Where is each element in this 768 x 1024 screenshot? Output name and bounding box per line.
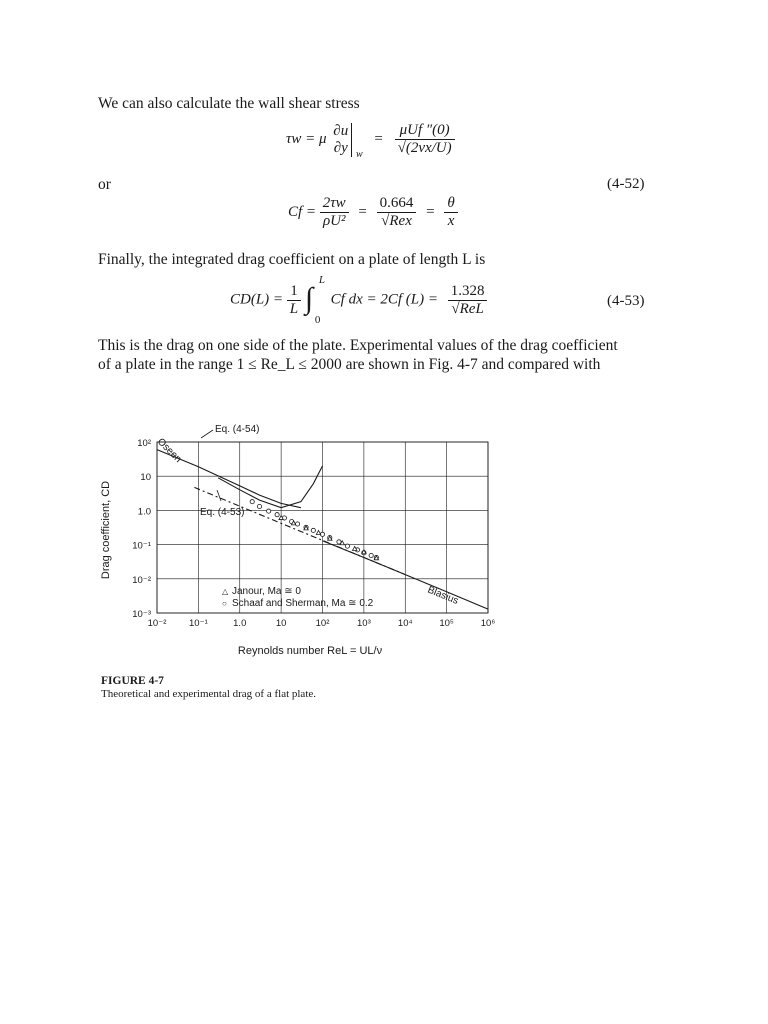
tau-partial-fraction: ∂u ∂y [330, 123, 352, 157]
equation-tau-w: τw = μ ∂u ∂y $_w$ = $\frac{\text{μUf ″(0)}}{√(2\nu x/U)}$ [286, 122, 455, 160]
cf-fraction-1: $\frac{2\tau w}{\text{ρU²}}$ [320, 195, 349, 230]
tau-lhs: τw = μ [286, 131, 327, 147]
annotation-blasius: Blasius [425, 584, 460, 607]
data-point-circle [250, 500, 254, 504]
x-tick-label: 10⁻² [147, 618, 167, 629]
x-tick-label: 10² [315, 618, 330, 629]
y-tick-label: 1.0 [137, 506, 151, 518]
legend-triangle-marker: △ [222, 587, 229, 596]
cd-fraction-1: $\frac{1}{L}$ [287, 283, 301, 318]
legend-schaaf: Schaaf and Sherman, Ma ≅ 0.2 [232, 598, 374, 609]
cf-fraction-3: $\frac{\theta}{x}$ [444, 195, 457, 230]
equation-cd: CD(L) = $\frac{1}{L}$ ∫ L 0 Cf dx = 2Cf (L) = $\frac{1.328}{\text{√ReL}}$ [230, 280, 487, 320]
data-point-circle [369, 553, 373, 557]
x-tick-label: 10⁴ [397, 618, 413, 629]
drag-text-line-1: This is the drag on one side of the plate. Experimental values of the drag coefficient [98, 337, 618, 354]
x-tick-label: 10⁵ [439, 618, 454, 629]
data-point-circle [311, 528, 315, 532]
legend-circle-marker: ○ [222, 599, 227, 608]
x-axis-label: Reynolds number ReL = UL/ν [237, 645, 383, 657]
cf-fraction-2: $\frac{0.664}{\text{√Rex}}$ [377, 195, 417, 230]
data-point-circle [295, 522, 299, 526]
equation-cf: Cf = $\frac{2\tau w}{\text{ρU²}}$ = $\frac{0.664}{\text{√Rex}}$ = $\frac{\theta}{x}$ [288, 195, 458, 230]
y-tick-label: 10⁻¹ [132, 540, 151, 552]
data-point-triangle [362, 550, 366, 554]
annotation-eq-4-54: Eq. (4-54) [215, 424, 260, 435]
equation-number-4-52: (4-52) [607, 176, 645, 192]
drag-chart [95, 424, 515, 670]
data-point-circle [345, 544, 349, 548]
annotation-eq-4-53-pointer [217, 490, 221, 501]
intro-text: We can also calculate the wall shear stress [98, 95, 360, 112]
chart-points [250, 500, 378, 560]
data-point-circle [275, 513, 279, 517]
integral-sign: ∫ L 0 [304, 274, 326, 326]
y-tick-label: 10² [137, 438, 151, 449]
annotation-eq-4-53: Eq. (4-53) [200, 507, 245, 518]
cd-fraction-2: $\frac{1.328}{\text{√ReL}}$ [448, 283, 488, 318]
equation-number-4-53: (4-53) [607, 293, 645, 309]
data-point-triangle [316, 530, 320, 534]
data-point-triangle [279, 516, 283, 520]
finally-text: Finally, the integrated drag coefficient on a plate of length L is [98, 251, 486, 268]
x-tick-label: 10⁻¹ [189, 618, 208, 629]
x-tick-label: 1.0 [233, 618, 247, 629]
data-point-triangle [352, 546, 356, 550]
annotation-oseen: Oseen [154, 436, 184, 465]
tau-rhs-fraction: $\frac{\text{μUf ″(0)}}{√(2\nu x/U)}$ [395, 122, 455, 157]
x-tick-label: 10 [275, 618, 287, 629]
annotation-eq-4-54-pointer [201, 430, 213, 438]
data-point-circle [257, 504, 261, 508]
or-text: or [98, 176, 111, 193]
x-tick-label: 10³ [357, 618, 371, 629]
y-tick-label: 10⁻² [132, 574, 151, 586]
legend-janour: Janour, Ma ≅ 0 [232, 586, 301, 597]
figure-caption-text: Theoretical and experimental drag of a flat plate. [101, 688, 317, 700]
series-line-eq-4-54 [218, 466, 322, 508]
data-point-circle [267, 509, 271, 513]
x-tick-label: 10⁶ [480, 618, 496, 629]
figure-caption-title: FIGURE 4-7 [101, 675, 164, 687]
y-tick-label: 10⁻³ [132, 609, 151, 620]
drag-text-line-2: of a plate in the range 1 ≤ Re_L ≤ 2000 are shown in Fig. 4-7 and compared with [98, 356, 601, 373]
y-tick-label: 10 [140, 472, 151, 484]
y-axis-label: Drag coefficient, CD [100, 480, 112, 580]
